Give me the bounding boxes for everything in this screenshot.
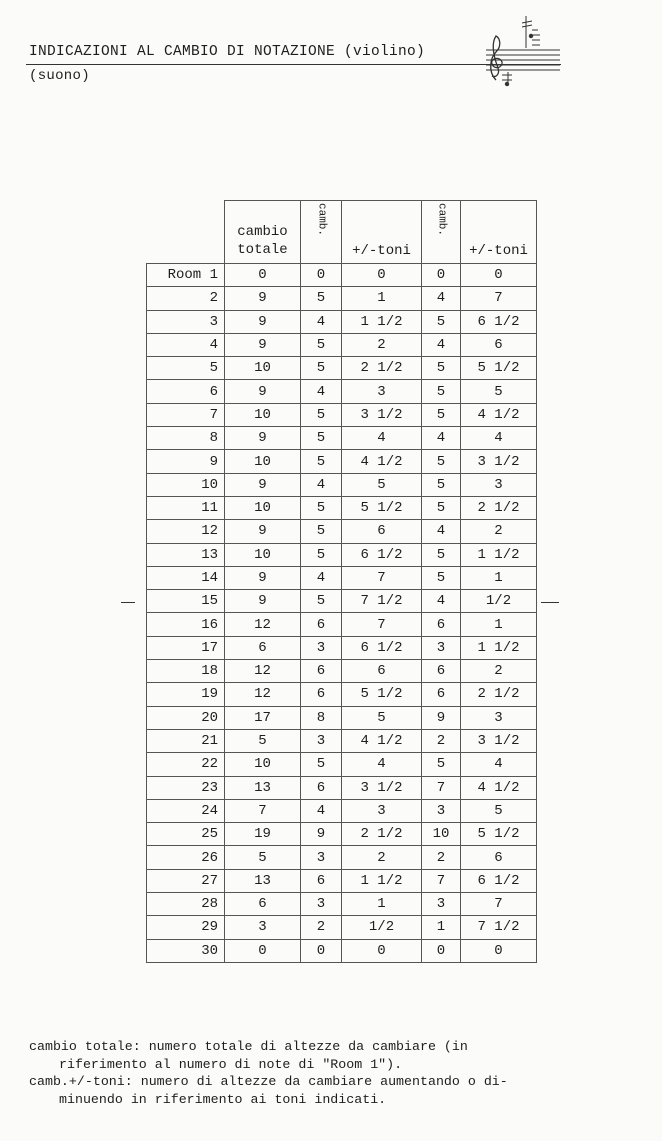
room-cell: 17 [147, 636, 225, 659]
room-cell: 7 [147, 403, 225, 426]
toni-1-cell: 2 [342, 846, 422, 869]
camb-1-cell: 6 [301, 683, 342, 706]
toni-2-cell: 1 1/2 [461, 636, 537, 659]
camb-1-cell: 0 [301, 264, 342, 287]
room-cell: 18 [147, 660, 225, 683]
camb-1-cell: 2 [301, 916, 342, 939]
cambio-totale-cell: 10 [225, 496, 301, 519]
camb-2-cell: 5 [422, 357, 461, 380]
table-row [147, 566, 537, 589]
toni-2-cell: 3 1/2 [461, 450, 537, 473]
header-totale-label: totale [237, 242, 288, 258]
table-row [147, 543, 537, 566]
camb-2-cell: 2 [422, 846, 461, 869]
camb-1-cell: 6 [301, 613, 342, 636]
camb-1-cell: 9 [301, 823, 342, 846]
cambio-totale-cell: 19 [225, 823, 301, 846]
camb-1-cell: 5 [301, 543, 342, 566]
room-cell: 10 [147, 473, 225, 496]
table-row [147, 939, 537, 962]
camb-2-cell: 0 [422, 939, 461, 962]
camb-2-cell: 5 [422, 496, 461, 519]
table-body [147, 264, 537, 963]
room-cell: 9 [147, 450, 225, 473]
header-camb-1 [301, 201, 342, 264]
note-line-2: riferimento al numero di note di "Room 1"). [59, 1056, 403, 1072]
toni-1-cell: 1 1/2 [342, 869, 422, 892]
room-cell: 5 [147, 357, 225, 380]
toni-2-cell: 4 [461, 753, 537, 776]
table-row [147, 753, 537, 776]
header-camb-2 [422, 201, 461, 264]
table-row [147, 776, 537, 799]
camb-2-cell: 5 [422, 753, 461, 776]
toni-1-cell: 1 [342, 893, 422, 916]
camb-2-cell: 2 [422, 729, 461, 752]
notation-change-table [146, 200, 537, 963]
room-cell: 2 [147, 287, 225, 310]
toni-2-cell: 1 1/2 [461, 543, 537, 566]
camb-1-cell: 4 [301, 310, 342, 333]
header-cambio-label: cambio [237, 224, 288, 240]
treble-clef-staff-icon [482, 12, 562, 88]
toni-1-cell: 3 1/2 [342, 403, 422, 426]
room-cell: 11 [147, 496, 225, 519]
toni-1-cell: 4 1/2 [342, 729, 422, 752]
cambio-totale-cell: 6 [225, 893, 301, 916]
cambio-totale-cell: 9 [225, 520, 301, 543]
table-row [147, 683, 537, 706]
room-cell: 8 [147, 427, 225, 450]
camb-1-cell: 5 [301, 333, 342, 356]
table-row [147, 823, 537, 846]
cambio-totale-cell: 13 [225, 869, 301, 892]
camb-1-cell: 5 [301, 753, 342, 776]
toni-2-cell: 3 [461, 473, 537, 496]
toni-2-cell: 4 1/2 [461, 776, 537, 799]
cambio-totale-cell: 6 [225, 636, 301, 659]
toni-1-cell: 6 [342, 660, 422, 683]
page-title: INDICAZIONI AL CAMBIO DI NOTAZIONE (violino) [29, 44, 426, 60]
toni-2-cell: 2 1/2 [461, 496, 537, 519]
table-row [147, 916, 537, 939]
table-row [147, 846, 537, 869]
camb-1-cell: 6 [301, 869, 342, 892]
legend-notes [29, 1038, 649, 1108]
table-row [147, 496, 537, 519]
camb-2-cell: 3 [422, 893, 461, 916]
toni-2-cell: 5 1/2 [461, 357, 537, 380]
cambio-totale-cell: 9 [225, 473, 301, 496]
camb-2-cell: 9 [422, 706, 461, 729]
toni-1-cell: 2 1/2 [342, 357, 422, 380]
camb-1-cell: 3 [301, 636, 342, 659]
room-cell: 15 [147, 590, 225, 613]
room-cell: 29 [147, 916, 225, 939]
camb-2-cell: 4 [422, 333, 461, 356]
camb-1-cell: 3 [301, 893, 342, 916]
camb-2-cell: 6 [422, 683, 461, 706]
room-cell: 13 [147, 543, 225, 566]
toni-1-cell: 0 [342, 939, 422, 962]
cambio-totale-cell: 10 [225, 450, 301, 473]
left-margin-mark [121, 602, 135, 603]
room-cell: 14 [147, 566, 225, 589]
camb-1-cell: 4 [301, 473, 342, 496]
camb-2-cell: 0 [422, 264, 461, 287]
camb-1-cell: 5 [301, 403, 342, 426]
toni-1-cell: 5 [342, 706, 422, 729]
camb-1-cell: 3 [301, 729, 342, 752]
toni-1-cell: 3 [342, 799, 422, 822]
table-row [147, 403, 537, 426]
cambio-totale-cell: 10 [225, 543, 301, 566]
toni-2-cell: 3 1/2 [461, 729, 537, 752]
toni-2-cell: 6 [461, 333, 537, 356]
cambio-totale-cell: 9 [225, 566, 301, 589]
table-row [147, 613, 537, 636]
table-row [147, 869, 537, 892]
toni-2-cell: 6 [461, 846, 537, 869]
toni-2-cell: 7 [461, 287, 537, 310]
cambio-totale-cell: 9 [225, 590, 301, 613]
room-cell: 16 [147, 613, 225, 636]
table-row [147, 450, 537, 473]
camb-2-cell: 7 [422, 776, 461, 799]
cambio-totale-cell: 12 [225, 683, 301, 706]
camb-2-cell: 5 [422, 380, 461, 403]
camb-2-cell: 3 [422, 636, 461, 659]
toni-1-cell: 7 [342, 613, 422, 636]
room-cell: 23 [147, 776, 225, 799]
toni-2-cell: 5 [461, 380, 537, 403]
camb-2-cell: 5 [422, 403, 461, 426]
cambio-totale-cell: 17 [225, 706, 301, 729]
room-cell: 22 [147, 753, 225, 776]
camb-1-cell: 3 [301, 846, 342, 869]
title-underline [26, 64, 561, 65]
toni-1-cell: 1 [342, 287, 422, 310]
cambio-totale-cell: 3 [225, 916, 301, 939]
table-row [147, 427, 537, 450]
camb-1-cell: 5 [301, 450, 342, 473]
camb-2-cell: 4 [422, 287, 461, 310]
toni-2-cell: 6 1/2 [461, 310, 537, 333]
toni-2-cell: 0 [461, 264, 537, 287]
toni-1-cell: 5 1/2 [342, 683, 422, 706]
header-toni-1: +/-toni [342, 201, 422, 264]
camb-2-cell: 5 [422, 566, 461, 589]
camb-1-cell: 0 [301, 939, 342, 962]
camb-2-cell: 4 [422, 590, 461, 613]
toni-2-cell: 4 1/2 [461, 403, 537, 426]
camb-2-cell: 3 [422, 799, 461, 822]
toni-2-cell: 6 1/2 [461, 869, 537, 892]
toni-1-cell: 2 1/2 [342, 823, 422, 846]
table-row [147, 520, 537, 543]
table-row [147, 473, 537, 496]
cambio-totale-cell: 7 [225, 799, 301, 822]
cambio-totale-cell: 5 [225, 729, 301, 752]
toni-1-cell: 5 1/2 [342, 496, 422, 519]
table-row [147, 590, 537, 613]
toni-1-cell: 7 [342, 566, 422, 589]
room-cell: 19 [147, 683, 225, 706]
cambio-totale-cell: 9 [225, 427, 301, 450]
camb-1-cell: 6 [301, 776, 342, 799]
room-cell: 20 [147, 706, 225, 729]
cambio-totale-cell: 9 [225, 310, 301, 333]
toni-1-cell: 5 [342, 473, 422, 496]
table-row [147, 660, 537, 683]
toni-1-cell: 7 1/2 [342, 590, 422, 613]
table-row [147, 264, 537, 287]
room-cell: 26 [147, 846, 225, 869]
note-line-4: minuendo in riferimento ai toni indicati. [59, 1091, 387, 1107]
header-room-blank [147, 201, 225, 264]
cambio-totale-cell: 9 [225, 333, 301, 356]
room-cell: Room 1 [147, 264, 225, 287]
toni-1-cell: 1/2 [342, 916, 422, 939]
toni-2-cell: 2 [461, 660, 537, 683]
toni-1-cell: 4 [342, 427, 422, 450]
camb-1-cell: 5 [301, 287, 342, 310]
room-cell: 27 [147, 869, 225, 892]
table-row [147, 729, 537, 752]
toni-2-cell: 0 [461, 939, 537, 962]
cambio-totale-cell: 9 [225, 380, 301, 403]
camb-2-cell: 1 [422, 916, 461, 939]
toni-1-cell: 6 1/2 [342, 636, 422, 659]
header-camb-1-label: camb. [315, 203, 328, 237]
camb-2-cell: 4 [422, 520, 461, 543]
cambio-totale-cell: 13 [225, 776, 301, 799]
cambio-totale-cell: 12 [225, 660, 301, 683]
toni-2-cell: 7 1/2 [461, 916, 537, 939]
toni-1-cell: 3 [342, 380, 422, 403]
page-subtitle: (suono) [29, 68, 90, 84]
toni-2-cell: 1 [461, 613, 537, 636]
cambio-totale-cell: 10 [225, 753, 301, 776]
header-camb-2-label: camb. [435, 203, 448, 237]
camb-2-cell: 4 [422, 427, 461, 450]
header-cambio-totale [225, 201, 301, 264]
room-cell: 12 [147, 520, 225, 543]
room-cell: 4 [147, 333, 225, 356]
cambio-totale-cell: 10 [225, 403, 301, 426]
toni-2-cell: 7 [461, 893, 537, 916]
toni-1-cell: 6 [342, 520, 422, 543]
table-row [147, 893, 537, 916]
toni-1-cell: 2 [342, 333, 422, 356]
camb-2-cell: 5 [422, 450, 461, 473]
cambio-totale-cell: 5 [225, 846, 301, 869]
camb-2-cell: 6 [422, 613, 461, 636]
camb-1-cell: 5 [301, 357, 342, 380]
camb-2-cell: 5 [422, 473, 461, 496]
camb-1-cell: 6 [301, 660, 342, 683]
toni-2-cell: 1/2 [461, 590, 537, 613]
camb-1-cell: 5 [301, 590, 342, 613]
cambio-totale-cell: 0 [225, 939, 301, 962]
camb-2-cell: 7 [422, 869, 461, 892]
right-margin-mark [541, 602, 559, 603]
cambio-totale-cell: 10 [225, 357, 301, 380]
cambio-totale-cell: 9 [225, 287, 301, 310]
table-row [147, 380, 537, 403]
table-row [147, 636, 537, 659]
room-cell: 28 [147, 893, 225, 916]
camb-2-cell: 5 [422, 543, 461, 566]
camb-1-cell: 4 [301, 799, 342, 822]
cambio-totale-cell: 12 [225, 613, 301, 636]
table-row [147, 287, 537, 310]
toni-2-cell: 5 [461, 799, 537, 822]
camb-1-cell: 4 [301, 566, 342, 589]
toni-1-cell: 4 [342, 753, 422, 776]
table-row [147, 357, 537, 380]
camb-1-cell: 4 [301, 380, 342, 403]
room-cell: 24 [147, 799, 225, 822]
table-header-row [147, 201, 537, 264]
toni-2-cell: 5 1/2 [461, 823, 537, 846]
room-cell: 25 [147, 823, 225, 846]
camb-2-cell: 5 [422, 310, 461, 333]
table-row [147, 799, 537, 822]
room-cell: 6 [147, 380, 225, 403]
camb-2-cell: 6 [422, 660, 461, 683]
toni-2-cell: 3 [461, 706, 537, 729]
note-line-1: cambio totale: numero totale di altezze da cambiare (in [29, 1039, 468, 1054]
toni-2-cell: 4 [461, 427, 537, 450]
note-line-3: camb.+/-toni: numero di altezze da cambiare aumentando o di- [29, 1074, 508, 1089]
toni-1-cell: 1 1/2 [342, 310, 422, 333]
table-row [147, 706, 537, 729]
room-cell: 21 [147, 729, 225, 752]
toni-2-cell: 2 1/2 [461, 683, 537, 706]
header-toni-2: +/-toni [461, 201, 537, 264]
table-row [147, 310, 537, 333]
room-cell: 30 [147, 939, 225, 962]
camb-1-cell: 5 [301, 496, 342, 519]
toni-1-cell: 4 1/2 [342, 450, 422, 473]
toni-2-cell: 1 [461, 566, 537, 589]
room-cell: 3 [147, 310, 225, 333]
toni-1-cell: 3 1/2 [342, 776, 422, 799]
toni-2-cell: 2 [461, 520, 537, 543]
camb-2-cell: 10 [422, 823, 461, 846]
camb-1-cell: 5 [301, 427, 342, 450]
toni-1-cell: 6 1/2 [342, 543, 422, 566]
camb-1-cell: 8 [301, 706, 342, 729]
toni-1-cell: 0 [342, 264, 422, 287]
table-row [147, 333, 537, 356]
cambio-totale-cell: 0 [225, 264, 301, 287]
camb-1-cell: 5 [301, 520, 342, 543]
